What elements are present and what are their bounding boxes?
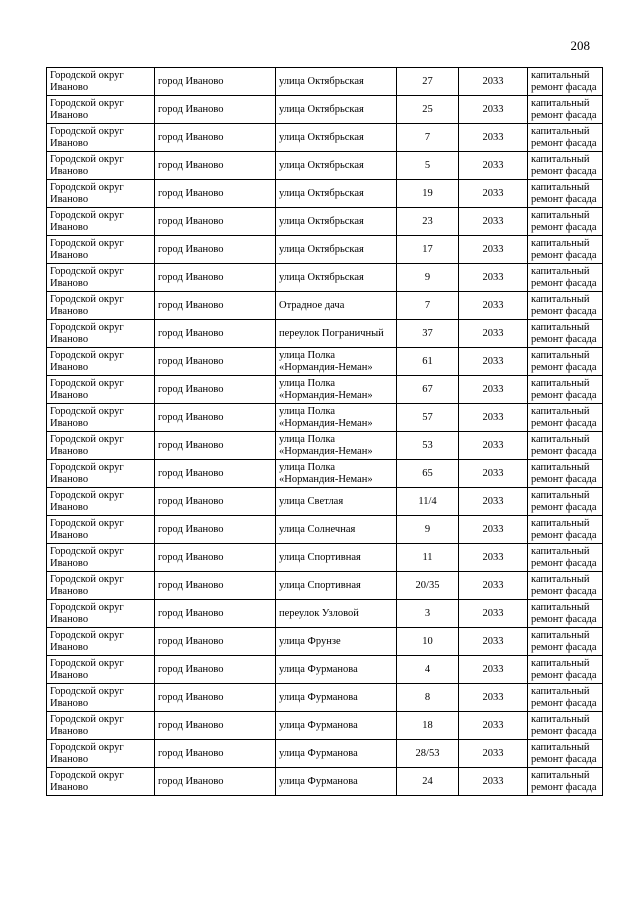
cell-house-number: 3 bbox=[397, 600, 459, 628]
cell-district: Городской округ Иваново bbox=[47, 656, 155, 684]
cell-city: город Иваново bbox=[155, 488, 276, 516]
cell-work-type: капитальный ремонт фасада bbox=[528, 432, 603, 460]
cell-city: город Иваново bbox=[155, 768, 276, 796]
cell-district: Городской округ Иваново bbox=[47, 124, 155, 152]
cell-street: улица Спортивная bbox=[276, 544, 397, 572]
cell-house-number: 11/4 bbox=[397, 488, 459, 516]
cell-street: улица Октябрьская bbox=[276, 208, 397, 236]
cell-street: улица Солнечная bbox=[276, 516, 397, 544]
cell-district: Городской округ Иваново bbox=[47, 628, 155, 656]
cell-street: улица Светлая bbox=[276, 488, 397, 516]
cell-house-number: 17 bbox=[397, 236, 459, 264]
cell-city: город Иваново bbox=[155, 572, 276, 600]
cell-house-number: 8 bbox=[397, 684, 459, 712]
cell-year: 2033 bbox=[459, 684, 528, 712]
cell-work-type: капитальный ремонт фасада bbox=[528, 628, 603, 656]
cell-work-type: капитальный ремонт фасада bbox=[528, 516, 603, 544]
cell-work-type: капитальный ремонт фасада bbox=[528, 180, 603, 208]
table-body bbox=[47, 68, 603, 796]
cell-street: улица Фурманова bbox=[276, 684, 397, 712]
table-row bbox=[47, 768, 603, 796]
cell-year: 2033 bbox=[459, 180, 528, 208]
table-row bbox=[47, 572, 603, 600]
cell-city: город Иваново bbox=[155, 236, 276, 264]
cell-city: город Иваново bbox=[155, 124, 276, 152]
cell-street: улица Октябрьская bbox=[276, 264, 397, 292]
cell-year: 2033 bbox=[459, 656, 528, 684]
cell-year: 2033 bbox=[459, 488, 528, 516]
cell-city: город Иваново bbox=[155, 208, 276, 236]
cell-street: улица Полка «Нормандия-Неман» bbox=[276, 376, 397, 404]
cell-house-number: 4 bbox=[397, 656, 459, 684]
cell-city: город Иваново bbox=[155, 348, 276, 376]
table-row bbox=[47, 740, 603, 768]
cell-district: Городской округ Иваново bbox=[47, 572, 155, 600]
cell-city: город Иваново bbox=[155, 404, 276, 432]
cell-house-number: 23 bbox=[397, 208, 459, 236]
cell-work-type: капитальный ремонт фасада bbox=[528, 348, 603, 376]
table-row bbox=[47, 432, 603, 460]
cell-city: город Иваново bbox=[155, 68, 276, 96]
table-row bbox=[47, 152, 603, 180]
cell-year: 2033 bbox=[459, 208, 528, 236]
cell-house-number: 20/35 bbox=[397, 572, 459, 600]
table-row bbox=[47, 656, 603, 684]
cell-year: 2033 bbox=[459, 236, 528, 264]
table-row bbox=[47, 712, 603, 740]
cell-year: 2033 bbox=[459, 152, 528, 180]
cell-district: Городской округ Иваново bbox=[47, 404, 155, 432]
table-row bbox=[47, 684, 603, 712]
table-row bbox=[47, 488, 603, 516]
cell-city: город Иваново bbox=[155, 292, 276, 320]
cell-city: город Иваново bbox=[155, 684, 276, 712]
cell-district: Городской округ Иваново bbox=[47, 96, 155, 124]
cell-district: Городской округ Иваново bbox=[47, 348, 155, 376]
cell-city: город Иваново bbox=[155, 432, 276, 460]
table-row bbox=[47, 180, 603, 208]
cell-work-type: капитальный ремонт фасада bbox=[528, 460, 603, 488]
cell-district: Городской округ Иваново bbox=[47, 264, 155, 292]
cell-year: 2033 bbox=[459, 740, 528, 768]
cell-house-number: 57 bbox=[397, 404, 459, 432]
cell-city: город Иваново bbox=[155, 656, 276, 684]
cell-house-number: 9 bbox=[397, 264, 459, 292]
table-row bbox=[47, 320, 603, 348]
cell-house-number: 18 bbox=[397, 712, 459, 740]
cell-house-number: 67 bbox=[397, 376, 459, 404]
cell-year: 2033 bbox=[459, 516, 528, 544]
cell-work-type: капитальный ремонт фасада bbox=[528, 152, 603, 180]
cell-year: 2033 bbox=[459, 320, 528, 348]
table-row bbox=[47, 208, 603, 236]
cell-street: Отрадное дача bbox=[276, 292, 397, 320]
cell-district: Городской округ Иваново bbox=[47, 68, 155, 96]
cell-work-type: капитальный ремонт фасада bbox=[528, 236, 603, 264]
cell-street: улица Октябрьская bbox=[276, 152, 397, 180]
cell-city: город Иваново bbox=[155, 264, 276, 292]
cell-street: улица Октябрьская bbox=[276, 124, 397, 152]
cell-city: город Иваново bbox=[155, 600, 276, 628]
cell-work-type: капитальный ремонт фасада bbox=[528, 124, 603, 152]
cell-district: Городской округ Иваново bbox=[47, 712, 155, 740]
table-row bbox=[47, 264, 603, 292]
cell-house-number: 65 bbox=[397, 460, 459, 488]
cell-street: улица Фрунзе bbox=[276, 628, 397, 656]
cell-house-number: 61 bbox=[397, 348, 459, 376]
cell-year: 2033 bbox=[459, 768, 528, 796]
cell-district: Городской округ Иваново bbox=[47, 600, 155, 628]
cell-district: Городской округ Иваново bbox=[47, 152, 155, 180]
cell-city: город Иваново bbox=[155, 740, 276, 768]
cell-year: 2033 bbox=[459, 628, 528, 656]
table-row bbox=[47, 236, 603, 264]
cell-work-type: капитальный ремонт фасада bbox=[528, 320, 603, 348]
cell-city: город Иваново bbox=[155, 516, 276, 544]
cell-house-number: 10 bbox=[397, 628, 459, 656]
cell-city: город Иваново bbox=[155, 712, 276, 740]
table-row bbox=[47, 292, 603, 320]
cell-district: Городской округ Иваново bbox=[47, 292, 155, 320]
repair-schedule-table bbox=[46, 67, 603, 796]
cell-city: город Иваново bbox=[155, 152, 276, 180]
cell-street: улица Фурманова bbox=[276, 656, 397, 684]
cell-work-type: капитальный ремонт фасада bbox=[528, 404, 603, 432]
cell-street: улица Октябрьская bbox=[276, 236, 397, 264]
cell-street: переулок Пограничный bbox=[276, 320, 397, 348]
cell-year: 2033 bbox=[459, 292, 528, 320]
cell-district: Городской округ Иваново bbox=[47, 684, 155, 712]
cell-year: 2033 bbox=[459, 600, 528, 628]
cell-street: улица Полка «Нормандия-Неман» bbox=[276, 404, 397, 432]
cell-house-number: 7 bbox=[397, 124, 459, 152]
cell-year: 2033 bbox=[459, 68, 528, 96]
cell-work-type: капитальный ремонт фасада bbox=[528, 376, 603, 404]
cell-work-type: капитальный ремонт фасада bbox=[528, 656, 603, 684]
cell-work-type: капитальный ремонт фасада bbox=[528, 264, 603, 292]
cell-house-number: 28/53 bbox=[397, 740, 459, 768]
cell-house-number: 24 bbox=[397, 768, 459, 796]
cell-work-type: капитальный ремонт фасада bbox=[528, 208, 603, 236]
cell-work-type: капитальный ремонт фасада bbox=[528, 684, 603, 712]
cell-district: Городской округ Иваново bbox=[47, 516, 155, 544]
cell-street: улица Октябрьская bbox=[276, 96, 397, 124]
cell-street: улица Октябрьская bbox=[276, 180, 397, 208]
cell-house-number: 19 bbox=[397, 180, 459, 208]
cell-district: Городской округ Иваново bbox=[47, 488, 155, 516]
cell-district: Городской округ Иваново bbox=[47, 432, 155, 460]
cell-year: 2033 bbox=[459, 348, 528, 376]
cell-year: 2033 bbox=[459, 712, 528, 740]
cell-district: Городской округ Иваново bbox=[47, 208, 155, 236]
cell-city: город Иваново bbox=[155, 628, 276, 656]
cell-year: 2033 bbox=[459, 124, 528, 152]
cell-street: улица Спортивная bbox=[276, 572, 397, 600]
cell-street: улица Полка «Нормандия-Неман» bbox=[276, 432, 397, 460]
cell-city: город Иваново bbox=[155, 376, 276, 404]
cell-work-type: капитальный ремонт фасада bbox=[528, 740, 603, 768]
cell-house-number: 25 bbox=[397, 96, 459, 124]
cell-district: Городской округ Иваново bbox=[47, 544, 155, 572]
cell-work-type: капитальный ремонт фасада bbox=[528, 572, 603, 600]
cell-house-number: 37 bbox=[397, 320, 459, 348]
cell-city: город Иваново bbox=[155, 180, 276, 208]
cell-work-type: капитальный ремонт фасада bbox=[528, 488, 603, 516]
cell-year: 2033 bbox=[459, 460, 528, 488]
table-row bbox=[47, 68, 603, 96]
cell-year: 2033 bbox=[459, 572, 528, 600]
cell-house-number: 11 bbox=[397, 544, 459, 572]
cell-district: Городской округ Иваново bbox=[47, 376, 155, 404]
cell-work-type: капитальный ремонт фасада bbox=[528, 544, 603, 572]
cell-year: 2033 bbox=[459, 544, 528, 572]
cell-city: город Иваново bbox=[155, 320, 276, 348]
cell-district: Городской округ Иваново bbox=[47, 460, 155, 488]
table-row bbox=[47, 516, 603, 544]
page-number: 208 bbox=[570, 38, 590, 53]
cell-district: Городской округ Иваново bbox=[47, 768, 155, 796]
cell-street: улица Полка «Нормандия-Неман» bbox=[276, 348, 397, 376]
cell-street: улица Фурманова bbox=[276, 768, 397, 796]
table-row bbox=[47, 600, 603, 628]
cell-street: улица Фурманова bbox=[276, 740, 397, 768]
cell-street: переулок Узловой bbox=[276, 600, 397, 628]
cell-house-number: 53 bbox=[397, 432, 459, 460]
cell-district: Городской округ Иваново bbox=[47, 236, 155, 264]
cell-city: город Иваново bbox=[155, 460, 276, 488]
cell-work-type: капитальный ремонт фасада bbox=[528, 96, 603, 124]
cell-street: улица Октябрьская bbox=[276, 68, 397, 96]
cell-house-number: 5 bbox=[397, 152, 459, 180]
cell-city: город Иваново bbox=[155, 96, 276, 124]
table-row bbox=[47, 460, 603, 488]
cell-year: 2033 bbox=[459, 96, 528, 124]
cell-work-type: капитальный ремонт фасада bbox=[528, 768, 603, 796]
cell-street: улица Фурманова bbox=[276, 712, 397, 740]
cell-work-type: капитальный ремонт фасада bbox=[528, 292, 603, 320]
cell-year: 2033 bbox=[459, 404, 528, 432]
cell-city: город Иваново bbox=[155, 544, 276, 572]
cell-year: 2033 bbox=[459, 376, 528, 404]
cell-year: 2033 bbox=[459, 432, 528, 460]
cell-district: Городской округ Иваново bbox=[47, 180, 155, 208]
table-row bbox=[47, 124, 603, 152]
cell-year: 2033 bbox=[459, 264, 528, 292]
table-row bbox=[47, 628, 603, 656]
cell-house-number: 27 bbox=[397, 68, 459, 96]
cell-work-type: капитальный ремонт фасада bbox=[528, 600, 603, 628]
table-row bbox=[47, 376, 603, 404]
cell-district: Городской округ Иваново bbox=[47, 320, 155, 348]
table-row bbox=[47, 96, 603, 124]
cell-street: улица Полка «Нормандия-Неман» bbox=[276, 460, 397, 488]
table-row bbox=[47, 404, 603, 432]
cell-work-type: капитальный ремонт фасада bbox=[528, 712, 603, 740]
cell-house-number: 9 bbox=[397, 516, 459, 544]
cell-house-number: 7 bbox=[397, 292, 459, 320]
cell-district: Городской округ Иваново bbox=[47, 740, 155, 768]
table-row bbox=[47, 544, 603, 572]
table-row bbox=[47, 348, 603, 376]
cell-work-type: капитальный ремонт фасада bbox=[528, 68, 603, 96]
